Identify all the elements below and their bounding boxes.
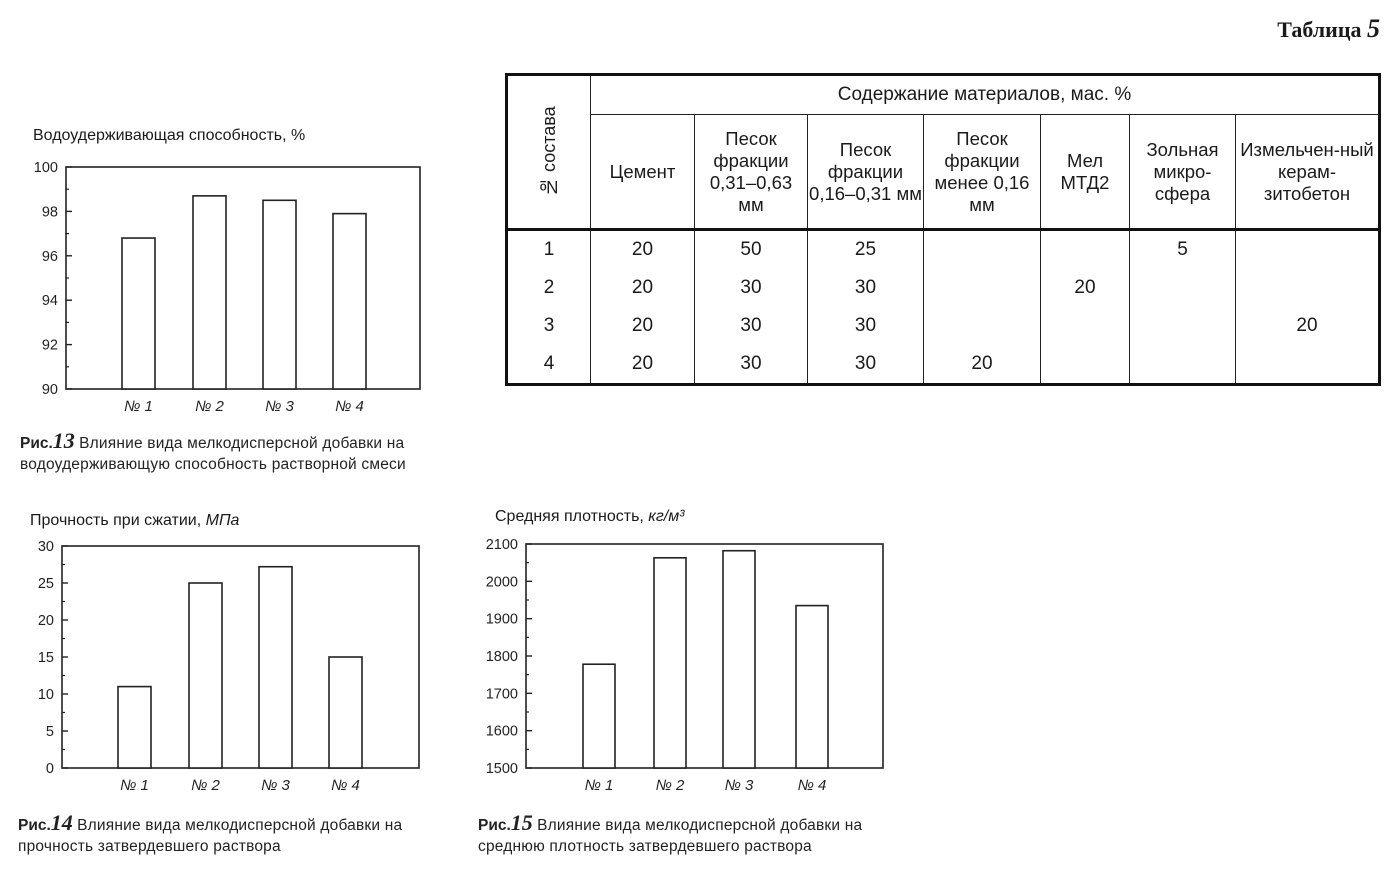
y-tick-label: 94 — [41, 293, 58, 310]
chart-plot — [0, 539, 440, 816]
y-tick-label: 1600 — [485, 723, 518, 740]
table-cell: 20 — [924, 345, 1041, 385]
table-cell: 30 — [808, 307, 924, 345]
caption-label: Рис. — [20, 435, 53, 452]
x-tick-label: № 4 — [335, 398, 364, 415]
table-cell: 20 — [1041, 269, 1130, 307]
y-tick-label: 1500 — [485, 761, 518, 777]
chart-title-main: Прочность при сжатии, — [30, 512, 202, 529]
row-id: 4 — [507, 345, 591, 385]
bar — [122, 238, 155, 389]
table-cell: 5 — [1130, 230, 1236, 270]
table-cell — [1041, 345, 1130, 385]
bar — [329, 657, 362, 768]
table-cell: 20 — [591, 230, 695, 270]
chart-title-main: Водоудерживающая способность, — [33, 127, 287, 144]
y-tick-label: 96 — [41, 248, 58, 265]
caption-number: 14 — [50, 810, 73, 835]
table-cell: 50 — [695, 230, 808, 270]
table-cell: 20 — [591, 269, 695, 307]
chart-water-retention — [0, 125, 440, 425]
row-id: 3 — [507, 307, 591, 345]
table-cell: 30 — [808, 345, 924, 385]
table-row — [507, 269, 1380, 307]
table-cell: 30 — [695, 307, 808, 345]
bar — [796, 606, 828, 768]
chart-title-unit: кг/м³ — [648, 508, 685, 525]
y-tick-label: 2100 — [485, 537, 518, 553]
group-header: Содержание материалов, мас. % — [591, 75, 1380, 115]
table-cell: 30 — [695, 269, 808, 307]
y-tick-label: 15 — [37, 650, 54, 666]
caption-text: Влияние вида мелкодисперсной добавки на прочность затвердевшего раствора — [18, 817, 403, 855]
bar — [723, 551, 755, 768]
table-cell: 20 — [591, 307, 695, 345]
table-title-text: Таблица — [1277, 17, 1362, 42]
x-tick-label: № 2 — [191, 777, 220, 794]
table-cell: 25 — [808, 230, 924, 270]
mix-composition-table — [505, 73, 1381, 386]
bar — [654, 558, 686, 768]
caption-text: Влияние вида мелкодисперсной добавки на среднюю плотность затвердевшего раствора — [478, 817, 863, 855]
row-header: № состава — [539, 106, 559, 198]
table-row — [507, 307, 1380, 345]
caption-label: Рис. — [478, 817, 511, 834]
chart-title — [495, 508, 684, 526]
x-tick-label: № 3 — [261, 777, 290, 794]
table-cell — [1236, 269, 1380, 307]
table-cell — [924, 230, 1041, 270]
y-tick-label: 20 — [37, 613, 54, 629]
bar — [263, 200, 296, 389]
plot-frame — [66, 167, 420, 389]
chart-compressive-strength — [0, 510, 440, 810]
y-tick-label: 90 — [41, 382, 58, 398]
bar — [333, 214, 366, 389]
table-cell: 30 — [695, 345, 808, 385]
caption-fig14 — [18, 812, 438, 857]
x-tick-label: № 3 — [724, 777, 754, 794]
row-id: 2 — [507, 269, 591, 307]
column-header: Зольная микро-сфера — [1130, 115, 1236, 230]
column-header: Песок фракции 0,31–0,63 мм — [695, 115, 808, 230]
chart-title-main: Средняя плотность, — [495, 508, 644, 525]
y-tick-label: 25 — [37, 576, 54, 592]
x-tick-label: № 4 — [797, 777, 827, 794]
x-tick-label: № 1 — [120, 777, 149, 794]
column-header: Песок фракции 0,16–0,31 мм — [808, 115, 924, 230]
caption-number: 13 — [52, 428, 75, 453]
y-tick-label: 92 — [41, 337, 58, 354]
x-tick-label: № 3 — [265, 398, 294, 415]
y-tick-label: 1800 — [485, 649, 518, 665]
y-tick-label: 10 — [37, 687, 54, 703]
y-tick-label: 5 — [45, 724, 54, 740]
table-cell — [1130, 307, 1236, 345]
caption-fig13 — [20, 430, 440, 475]
row-header-cell — [507, 75, 591, 230]
bar — [189, 583, 222, 768]
table-cell — [1041, 230, 1130, 270]
y-tick-label: 30 — [37, 539, 54, 555]
table-cell — [1130, 269, 1236, 307]
caption-text: Влияние вида мелкодисперсной добавки на водоудерживающую способность растворной смеси — [20, 435, 406, 473]
x-tick-label: № 1 — [124, 398, 153, 415]
x-tick-label: № 1 — [584, 777, 614, 794]
column-header: Цемент — [591, 115, 695, 230]
x-tick-label: № 2 — [655, 777, 685, 794]
bar — [583, 664, 615, 768]
chart-title — [33, 127, 305, 145]
table-row — [507, 230, 1380, 270]
table-cell: 20 — [591, 345, 695, 385]
bar — [193, 196, 226, 389]
bar — [118, 687, 151, 768]
table-cell — [1236, 345, 1380, 385]
column-header: Песок фракции менее 0,16 мм — [924, 115, 1041, 230]
y-tick-label: 100 — [33, 160, 58, 176]
chart-title-unit: МПа — [205, 512, 240, 529]
plot-frame — [62, 546, 419, 768]
y-tick-label: 1700 — [485, 686, 518, 703]
bar — [259, 567, 292, 768]
plot-frame — [526, 544, 883, 768]
y-tick-label: 98 — [41, 204, 58, 221]
chart-average-density — [470, 506, 910, 806]
x-tick-label: № 2 — [195, 398, 224, 415]
table-cell — [1041, 307, 1130, 345]
table-cell — [924, 307, 1041, 345]
table-cell — [1130, 345, 1236, 385]
y-tick-label: 0 — [45, 761, 54, 777]
table-cell — [924, 269, 1041, 307]
chart-plot — [0, 160, 440, 437]
chart-title-unit: % — [291, 127, 306, 144]
caption-label: Рис. — [18, 817, 51, 834]
table-cell: 30 — [808, 269, 924, 307]
table-cell: 20 — [1236, 307, 1380, 345]
caption-number: 15 — [510, 810, 533, 835]
chart-plot — [470, 537, 910, 814]
table-number: 5 — [1367, 14, 1380, 43]
caption-fig15 — [478, 812, 898, 857]
table-title — [1277, 14, 1380, 44]
x-tick-label: № 4 — [331, 777, 360, 794]
column-header: Мел МТД2 — [1041, 115, 1130, 230]
row-id: 1 — [507, 230, 591, 270]
column-header: Измельчен-ный керам-зитобетон — [1236, 115, 1380, 230]
y-tick-label: 1900 — [485, 611, 518, 628]
table-row — [507, 345, 1380, 385]
chart-title — [30, 512, 239, 530]
y-tick-label: 2000 — [485, 574, 518, 591]
table-cell — [1236, 230, 1380, 270]
